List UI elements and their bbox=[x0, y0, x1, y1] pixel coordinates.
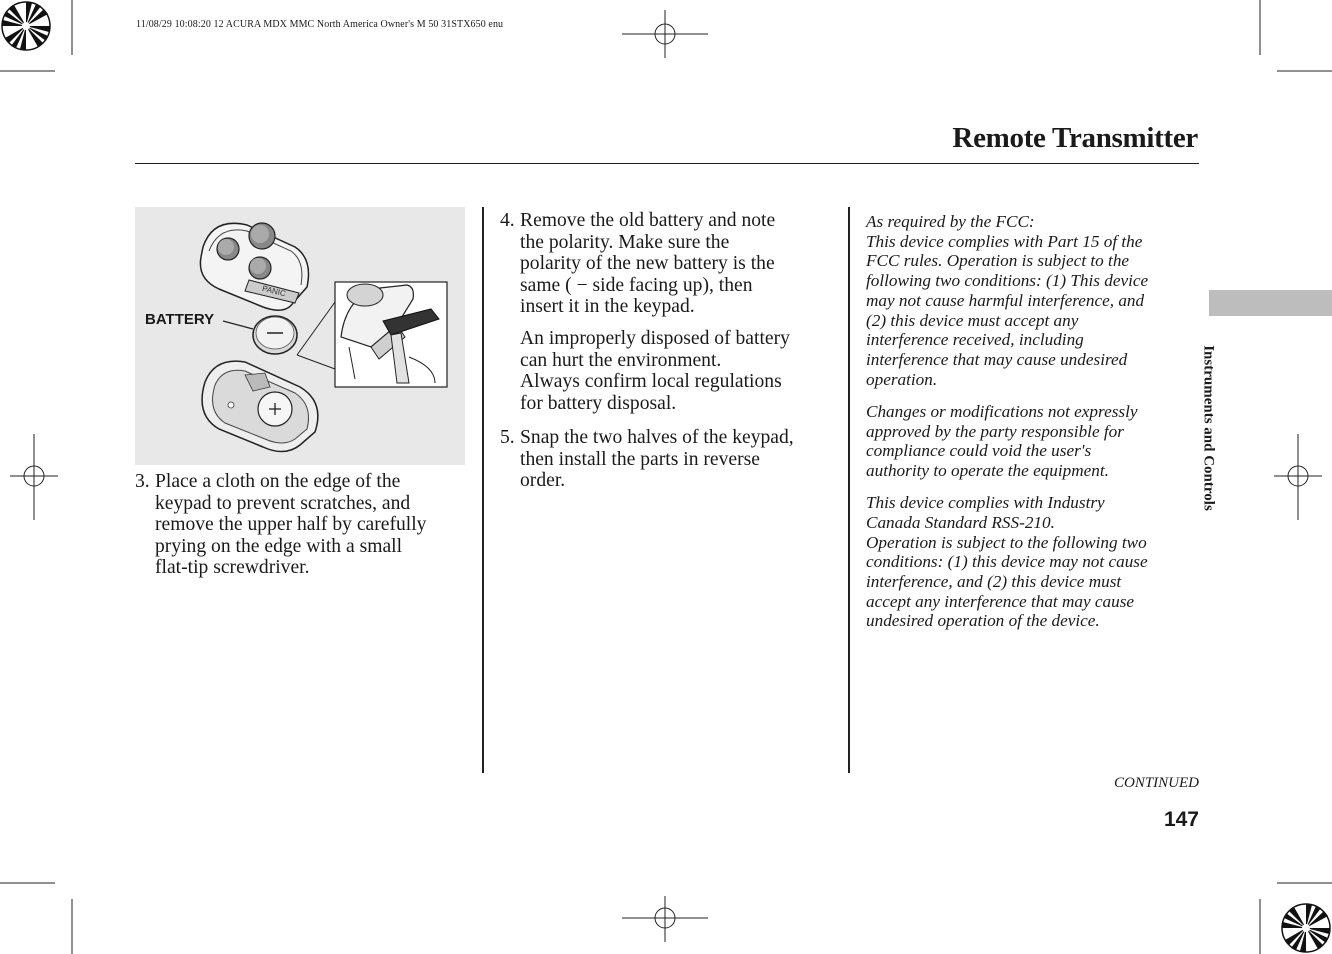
continued-label: CONTINUED bbox=[1113, 775, 1199, 791]
note-line: An improperly disposed of battery bbox=[520, 327, 790, 349]
step-4 bbox=[500, 210, 790, 414]
title-divider bbox=[135, 163, 1199, 164]
page-title: Remote Transmitter bbox=[952, 122, 1198, 154]
step-4-line: same ( − side facing up), then bbox=[520, 274, 753, 296]
section-tab-marker bbox=[1209, 290, 1332, 316]
column-divider-1 bbox=[482, 207, 484, 773]
pry-detail-inset bbox=[335, 282, 447, 387]
keypad-upper-half bbox=[200, 223, 308, 310]
fcc-modifications-paragraph: Changes or modifications not expressly approved by the party responsible for compliance could void the user's authority to operate the equipment. bbox=[866, 401, 1138, 480]
step-4-number: 4. bbox=[500, 210, 515, 231]
note-line: for battery disposal. bbox=[520, 392, 677, 414]
step-3-line: Place a cloth on the edge of the bbox=[155, 471, 401, 492]
coin-battery bbox=[253, 316, 297, 354]
note-line: Always confirm local regulations bbox=[520, 371, 782, 393]
step-5-number: 5. bbox=[500, 427, 515, 448]
keypad-battery-illustration bbox=[135, 207, 465, 465]
step-4-line: insert it in the keypad. bbox=[520, 296, 695, 318]
column-divider-2 bbox=[848, 207, 850, 773]
note-line: can hurt the environment. bbox=[520, 349, 722, 371]
step-3-line: flat-tip screwdriver. bbox=[155, 557, 310, 579]
step-4-line: the polarity. Make sure the bbox=[520, 231, 730, 253]
step-5 bbox=[500, 427, 794, 492]
fcc-compliance-notice bbox=[866, 212, 1206, 644]
step-3-line: remove the upper half by carefully bbox=[155, 514, 427, 536]
section-tab-label: Instruments and Controls bbox=[1200, 345, 1217, 511]
step-3 bbox=[135, 471, 426, 579]
battery-disposal-note bbox=[520, 328, 790, 414]
step-4-line: Remove the old battery and note bbox=[520, 210, 776, 231]
step-3-number: 3. bbox=[135, 471, 150, 492]
step-3-line: prying on the edge with a small bbox=[155, 535, 403, 557]
panic-button-label: PANIC bbox=[261, 283, 287, 299]
keypad-lower-half bbox=[202, 361, 318, 451]
fcc-paragraph: As required by the FCC: This device complies with Part 15 of the FCC rules. Operation is subject to the following two conditions: (1) This device may not cause harmful interference, and (2) this device must accept any interference received, including interference that may cause undesired operation. bbox=[866, 212, 1149, 389]
page-number: 147 bbox=[1163, 808, 1199, 831]
step-5-line: Snap the two halves of the keypad, bbox=[520, 427, 794, 448]
step-5-line: order. bbox=[520, 470, 566, 492]
step-4-line: polarity of the new battery is the bbox=[520, 253, 775, 275]
industry-canada-paragraph: This device complies with Industry Canada Standard RSS-210. Operation is subject to the following two conditions: (1) this device may not cause interference, and (2) this device must accept any interference that may cause undesired operation of the device. bbox=[866, 493, 1148, 631]
step-3-line: keypad to prevent scratches, and bbox=[155, 492, 411, 514]
print-job-info: 11/08/29 10:08:20 12 ACURA MDX MMC North America Owner's M 50 31STX650 enu bbox=[136, 19, 504, 30]
step-5-line: then install the parts in reverse bbox=[520, 448, 760, 470]
battery-callout-label: BATTERY bbox=[145, 311, 215, 328]
